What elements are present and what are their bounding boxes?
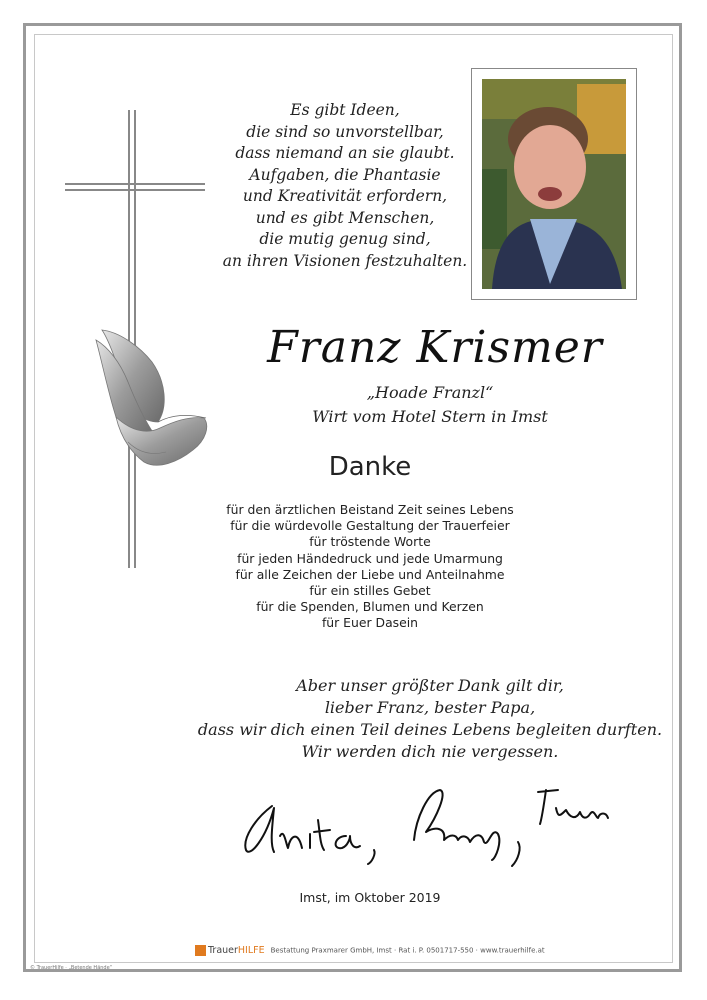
poem-line: und Kreativität erfordern, (242, 187, 448, 205)
poem-line: dass niemand an sie glaubt. (235, 144, 455, 162)
thanks-item: für den ärztlichen Beistand Zeit seines Lebens (226, 502, 514, 517)
trauerhilfe-logo-icon (195, 945, 206, 956)
thanks-list (210, 502, 530, 632)
logo-text-hilfe: HILFE (237, 945, 265, 956)
portrait-photo (471, 68, 637, 300)
closing-text (190, 675, 670, 763)
thanks-item: für die Spenden, Blumen und Kerzen (256, 599, 484, 615)
thanks-item: für die würdevolle Gestaltung der Trauerfeier (230, 518, 510, 534)
poem (215, 100, 475, 272)
copyright: © TrauerHilfe · „Betende Hände“ (30, 965, 113, 971)
handwritten-signature (236, 778, 616, 868)
closing-line: Aber unser größter Dank gilt dir, (296, 676, 564, 695)
thanks-item: für jeden Händedruck und jede Umarmung (237, 550, 503, 566)
thanks-item: für ein stilles Gebet (309, 583, 431, 599)
deceased-name: Franz Krismer (267, 322, 603, 373)
thanks-title: Danke (328, 452, 412, 482)
closing-line: lieber Franz, bester Papa, (324, 698, 536, 717)
logo-text-trauer: Trauer (208, 945, 238, 956)
poem-line: an ihren Visionen festzuhalten. (222, 251, 468, 270)
poem-line: Es gibt Ideen, (290, 101, 400, 119)
thanks-item: für tröstende Worte (309, 534, 431, 550)
praying-hands-icon (88, 322, 213, 472)
poem-line: und es gibt Menschen, (255, 208, 435, 227)
poem-line: Aufgaben, die Phantasie (249, 165, 441, 184)
deceased-nickname: „Hoade Franzl“ (366, 383, 494, 402)
poem-line: die sind so unvorstellbar, (246, 122, 444, 141)
thanks-item: für alle Zeichen der Liebe und Anteilnahme (235, 566, 505, 582)
closing-line: dass wir dich einen Teil deines Lebens begleiten durften. (197, 720, 663, 739)
thanks-item: für Euer Dasein (321, 615, 419, 631)
footer-contact: Bestattung Praxmarer GmbH, Imst · Rat i. P. 0501717-550 · www.trauerhilfe.at (270, 946, 545, 955)
footer (195, 945, 615, 959)
deceased-occupation: Wirt vom Hotel Stern in Imst (312, 407, 548, 426)
poem-line: die mutig genug sind, (259, 230, 431, 248)
date-line: Imst, im Oktober 2019 (299, 890, 441, 905)
closing-line: Wir werden dich nie vergessen. (301, 742, 559, 761)
